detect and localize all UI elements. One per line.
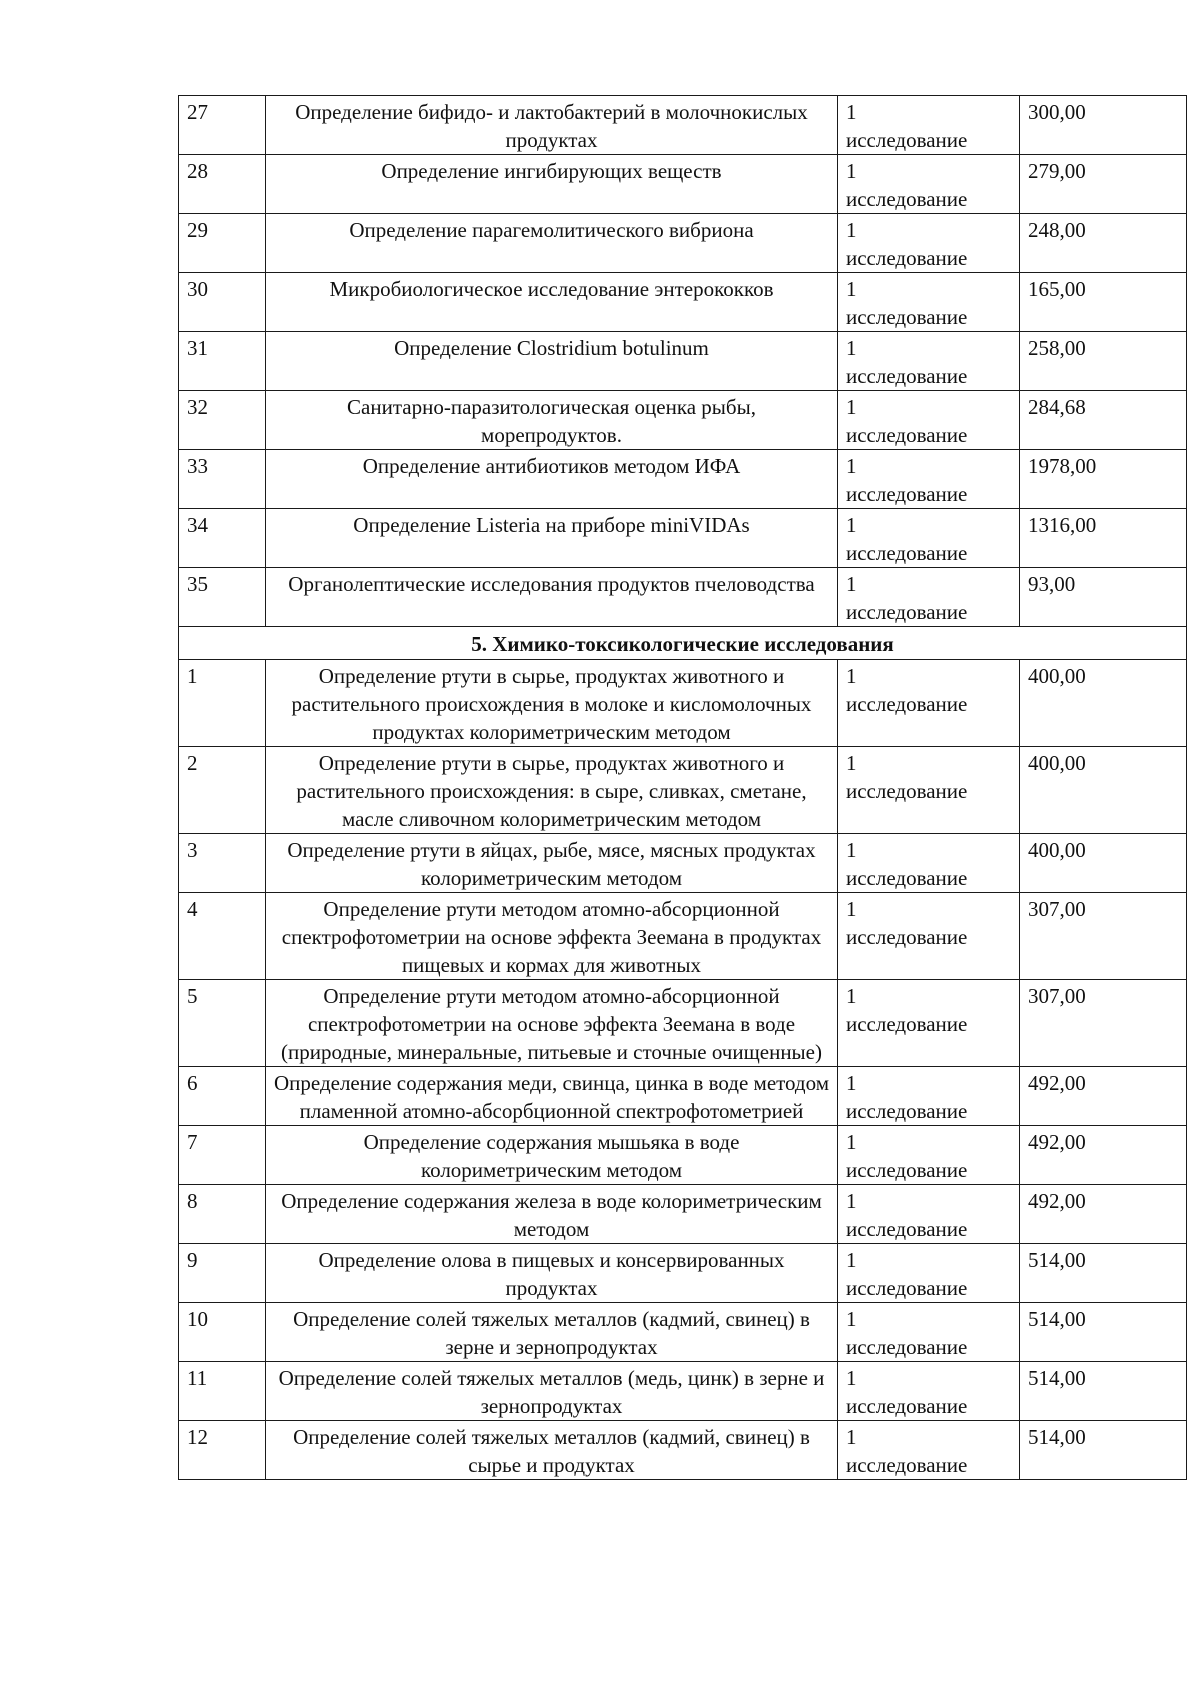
unit-label: исследование (846, 128, 968, 152)
document-page (178, 95, 1168, 1480)
unit-cell (838, 391, 1020, 450)
service-name: Определение бифидо- и лактобактерий в молочнокислых продуктах (266, 96, 838, 155)
unit-cell (838, 1067, 1020, 1126)
service-name: Определение Clostridium botulinum (266, 332, 838, 391)
unit-cell (838, 834, 1020, 893)
table-row (179, 155, 1187, 214)
unit-quantity: 1 (846, 897, 857, 921)
table-row (179, 893, 1187, 980)
unit-label: исследование (846, 692, 968, 716)
table-row (179, 332, 1187, 391)
service-name: Определение ртути в сырье, продуктах животного и растительного происхождения: в сыре, сливках, сметане, масле сливочном колориметрическим методом (266, 747, 838, 834)
service-name: Определение содержания мышьяка в воде колориметрическим методом (266, 1126, 838, 1185)
unit-quantity: 1 (846, 336, 857, 360)
service-price: 1316,00 (1020, 509, 1187, 568)
row-number: 5 (179, 980, 266, 1067)
table-row (179, 568, 1187, 627)
service-price: 279,00 (1020, 155, 1187, 214)
service-price: 93,00 (1020, 568, 1187, 627)
unit-quantity: 1 (846, 395, 857, 419)
unit-label: исследование (846, 423, 968, 447)
unit-cell (838, 1421, 1020, 1480)
service-price: 400,00 (1020, 660, 1187, 747)
row-number: 2 (179, 747, 266, 834)
service-price: 492,00 (1020, 1126, 1187, 1185)
service-name: Определение ртути методом атомно-абсорционной спектрофотометрии на основе эффекта Зеемана в воде (природные, минеральные, питьевые и сточные очищенные) (266, 980, 838, 1067)
service-price: 1978,00 (1020, 450, 1187, 509)
unit-quantity: 1 (846, 751, 857, 775)
row-number: 8 (179, 1185, 266, 1244)
service-name: Определение солей тяжелых металлов (кадмий, свинец) в сырье и продуктах (266, 1421, 838, 1480)
row-number: 12 (179, 1421, 266, 1480)
unit-cell (838, 1185, 1020, 1244)
unit-quantity: 1 (846, 1248, 857, 1272)
service-name: Определение ртути в яйцах, рыбе, мясе, мясных продуктах колориметрическим методом (266, 834, 838, 893)
service-price: 284,68 (1020, 391, 1187, 450)
section-header-row (179, 627, 1187, 660)
service-price: 248,00 (1020, 214, 1187, 273)
table-row (179, 214, 1187, 273)
row-number: 32 (179, 391, 266, 450)
row-number: 10 (179, 1303, 266, 1362)
unit-cell (838, 273, 1020, 332)
row-number: 6 (179, 1067, 266, 1126)
price-table-body (179, 96, 1187, 1480)
unit-quantity: 1 (846, 513, 857, 537)
row-number: 4 (179, 893, 266, 980)
unit-quantity: 1 (846, 572, 857, 596)
unit-cell (838, 568, 1020, 627)
service-price: 165,00 (1020, 273, 1187, 332)
unit-quantity: 1 (846, 664, 857, 688)
table-row (179, 1126, 1187, 1185)
row-number: 1 (179, 660, 266, 747)
unit-label: исследование (846, 779, 968, 803)
table-row (179, 273, 1187, 332)
unit-label: исследование (846, 1012, 968, 1036)
table-row (179, 96, 1187, 155)
service-name: Определение парагемолитического вибриона (266, 214, 838, 273)
unit-cell (838, 1362, 1020, 1421)
table-row (179, 1067, 1187, 1126)
service-price: 514,00 (1020, 1362, 1187, 1421)
service-price: 400,00 (1020, 747, 1187, 834)
unit-cell (838, 214, 1020, 273)
unit-quantity: 1 (846, 984, 857, 1008)
unit-label: исследование (846, 305, 968, 329)
service-price: 307,00 (1020, 893, 1187, 980)
table-row (179, 391, 1187, 450)
service-price: 258,00 (1020, 332, 1187, 391)
unit-quantity: 1 (846, 1071, 857, 1095)
unit-quantity: 1 (846, 1425, 857, 1449)
service-price: 514,00 (1020, 1244, 1187, 1303)
unit-label: исследование (846, 600, 968, 624)
unit-label: исследование (846, 866, 968, 890)
unit-label: исследование (846, 246, 968, 270)
unit-label: исследование (846, 1217, 968, 1241)
unit-cell (838, 893, 1020, 980)
unit-label: исследование (846, 1158, 968, 1182)
service-name: Определение ингибирующих веществ (266, 155, 838, 214)
service-price: 514,00 (1020, 1421, 1187, 1480)
table-row (179, 1244, 1187, 1303)
unit-quantity: 1 (846, 1307, 857, 1331)
service-name: Определение содержания меди, свинца, цинка в воде методом пламенной атомно-абсорбционной спектрофотометрией (266, 1067, 838, 1126)
unit-cell (838, 980, 1020, 1067)
service-price: 307,00 (1020, 980, 1187, 1067)
unit-quantity: 1 (846, 838, 857, 862)
price-table (178, 95, 1187, 1480)
unit-label: исследование (846, 1335, 968, 1359)
service-name: Определение солей тяжелых металлов (медь, цинк) в зерне и зернопродуктах (266, 1362, 838, 1421)
row-number: 29 (179, 214, 266, 273)
unit-cell (838, 1303, 1020, 1362)
row-number: 27 (179, 96, 266, 155)
table-row (179, 450, 1187, 509)
unit-label: исследование (846, 1099, 968, 1123)
unit-cell (838, 155, 1020, 214)
service-name: Определение Listeria на приборе miniVIDAs (266, 509, 838, 568)
table-row (179, 1362, 1187, 1421)
unit-quantity: 1 (846, 100, 857, 124)
section-title: 5. Химико-токсикологические исследования (179, 627, 1187, 660)
row-number: 11 (179, 1362, 266, 1421)
row-number: 3 (179, 834, 266, 893)
table-row (179, 660, 1187, 747)
row-number: 33 (179, 450, 266, 509)
service-name: Определение ртути в сырье, продуктах животного и растительного происхождения в молоке и кисломолочных продуктах колориметрическим методом (266, 660, 838, 747)
unit-cell (838, 1244, 1020, 1303)
unit-label: исследование (846, 1453, 968, 1477)
table-row (179, 1421, 1187, 1480)
unit-quantity: 1 (846, 454, 857, 478)
unit-label: исследование (846, 482, 968, 506)
service-price: 300,00 (1020, 96, 1187, 155)
service-price: 514,00 (1020, 1303, 1187, 1362)
unit-label: исследование (846, 1394, 968, 1418)
unit-quantity: 1 (846, 159, 857, 183)
service-name: Определение содержания железа в воде колориметрическим методом (266, 1185, 838, 1244)
unit-label: исследование (846, 364, 968, 388)
service-name: Определение ртути методом атомно-абсорционной спектрофотометрии на основе эффекта Зеемана в продуктах пищевых и кормах для животных (266, 893, 838, 980)
unit-quantity: 1 (846, 1130, 857, 1154)
table-row (179, 834, 1187, 893)
unit-cell (838, 450, 1020, 509)
row-number: 31 (179, 332, 266, 391)
service-price: 492,00 (1020, 1067, 1187, 1126)
unit-cell (838, 332, 1020, 391)
unit-cell (838, 660, 1020, 747)
table-row (179, 1303, 1187, 1362)
row-number: 34 (179, 509, 266, 568)
unit-quantity: 1 (846, 277, 857, 301)
service-name: Определение антибиотиков методом ИФА (266, 450, 838, 509)
row-number: 30 (179, 273, 266, 332)
unit-quantity: 1 (846, 218, 857, 242)
row-number: 9 (179, 1244, 266, 1303)
unit-quantity: 1 (846, 1189, 857, 1213)
unit-cell (838, 509, 1020, 568)
row-number: 35 (179, 568, 266, 627)
unit-label: исследование (846, 541, 968, 565)
service-name: Санитарно-паразитологическая оценка рыбы, морепродуктов. (266, 391, 838, 450)
table-row (179, 747, 1187, 834)
row-number: 28 (179, 155, 266, 214)
table-row (179, 509, 1187, 568)
service-price: 492,00 (1020, 1185, 1187, 1244)
service-name: Органолептические исследования продуктов пчеловодства (266, 568, 838, 627)
service-price: 400,00 (1020, 834, 1187, 893)
unit-quantity: 1 (846, 1366, 857, 1390)
unit-cell (838, 96, 1020, 155)
unit-cell (838, 747, 1020, 834)
unit-label: исследование (846, 1276, 968, 1300)
table-row (179, 1185, 1187, 1244)
service-name: Микробиологическое исследование энтерококков (266, 273, 838, 332)
service-name: Определение олова в пищевых и консервированных продуктах (266, 1244, 838, 1303)
unit-label: исследование (846, 187, 968, 211)
unit-label: исследование (846, 925, 968, 949)
service-name: Определение солей тяжелых металлов (кадмий, свинец) в зерне и зернопродуктах (266, 1303, 838, 1362)
table-row (179, 980, 1187, 1067)
row-number: 7 (179, 1126, 266, 1185)
unit-cell (838, 1126, 1020, 1185)
